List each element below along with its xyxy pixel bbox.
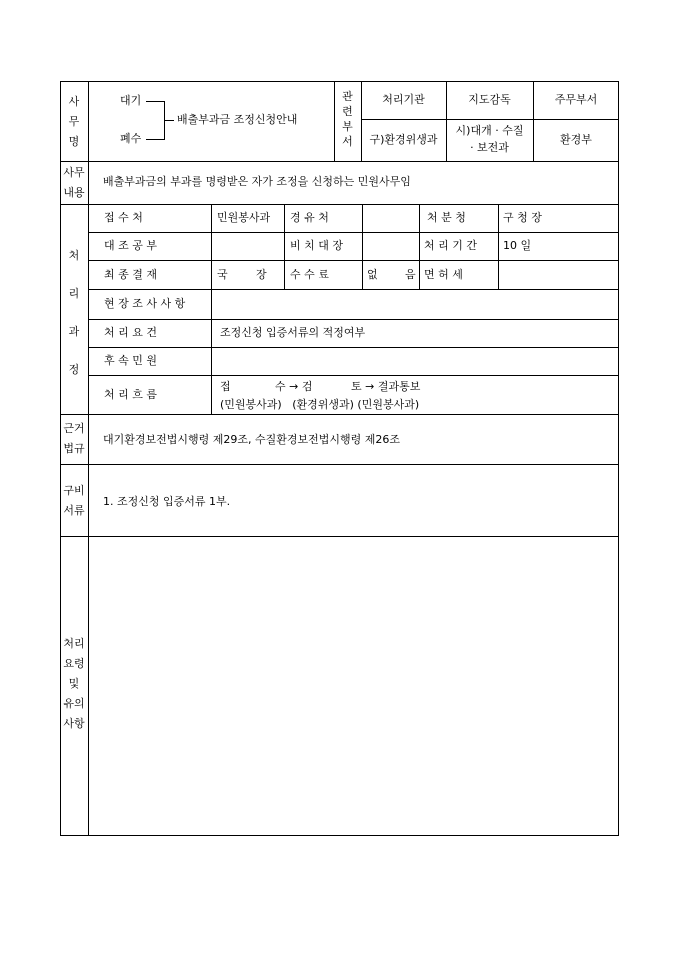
flow-departments: (민원봉사과) (환경위생과) (민원봉사과)	[220, 398, 420, 411]
val-main-dept: 환경부	[560, 133, 592, 146]
val-processing-agency: 구)환경위생과	[369, 133, 438, 146]
val-supervision-line1: 시)대개 · 수질	[455, 124, 524, 137]
col-processing-agency: 처리기관	[382, 93, 425, 106]
val-supervision-line2: · 보전과	[470, 141, 509, 154]
pyesu-option: 폐수	[120, 132, 142, 145]
flow-label: 처 리 흐 름	[104, 388, 157, 401]
reception-label: 접 수 처	[104, 211, 143, 224]
law-text: 대기환경보전법시행령 제29조, 수질환경보전법시행령 제26조	[103, 433, 401, 446]
license-tax-label: 면 허 세	[424, 268, 463, 281]
docs-label: 구비 서류	[63, 484, 85, 517]
col-main-dept: 주무부서	[554, 93, 598, 106]
notes-label: 처리 요령 및 유의 사항	[63, 637, 85, 730]
related-dept-label: 관 련 부 서	[342, 90, 353, 148]
content-label: 사무 내용	[63, 166, 85, 199]
processing-period-label: 처 리 기 간	[424, 239, 477, 252]
fee-value-1: 없	[367, 268, 378, 281]
ledger-label: 비 치 대 장	[290, 239, 343, 252]
requirements-value: 조정신청 입증서류의 적정여부	[220, 326, 366, 339]
follow-up-label: 후 속 민 원	[104, 354, 157, 367]
content-text: 배출부과금의 부과를 명령받은 자가 조정을 신청하는 민원사무임	[103, 175, 411, 188]
final-approval-label: 최 종 결 재	[104, 268, 157, 281]
law-label: 근거 법규	[63, 422, 85, 455]
flow-step-3: 토 → 결과통보	[351, 380, 421, 393]
process-label: 처 리 과 정	[68, 249, 80, 376]
reception-value: 민원봉사과	[217, 211, 271, 224]
processing-period-value: 10 일	[503, 239, 532, 252]
requirements-label: 처 리 요 건	[104, 326, 157, 339]
flow-step-2: 수 → 검	[275, 380, 313, 393]
disposition-value: 구 청 장	[503, 211, 542, 224]
fee-value-2: 음	[405, 268, 416, 281]
col-supervision: 지도감독	[468, 93, 511, 106]
fee-label: 수 수 료	[290, 268, 329, 281]
flow-step-1: 접	[220, 380, 231, 393]
disposition-label: 처 분 청	[427, 211, 466, 224]
page-title: 배출부과금 조정신청안내	[177, 113, 298, 126]
reference-register-label: 대 조 공 부	[104, 239, 157, 252]
docs-text: 1. 조정신청 입증서류 1부.	[103, 495, 231, 508]
final-approval-value-2: 장	[256, 268, 267, 281]
samu-label: 사 무 명	[68, 95, 80, 148]
final-approval-value-1: 국	[217, 268, 228, 281]
via-label: 경 유 처	[290, 211, 329, 224]
site-survey-label: 현 장 조 사 사 항	[104, 297, 186, 310]
daegi-option: 대기	[120, 94, 142, 107]
